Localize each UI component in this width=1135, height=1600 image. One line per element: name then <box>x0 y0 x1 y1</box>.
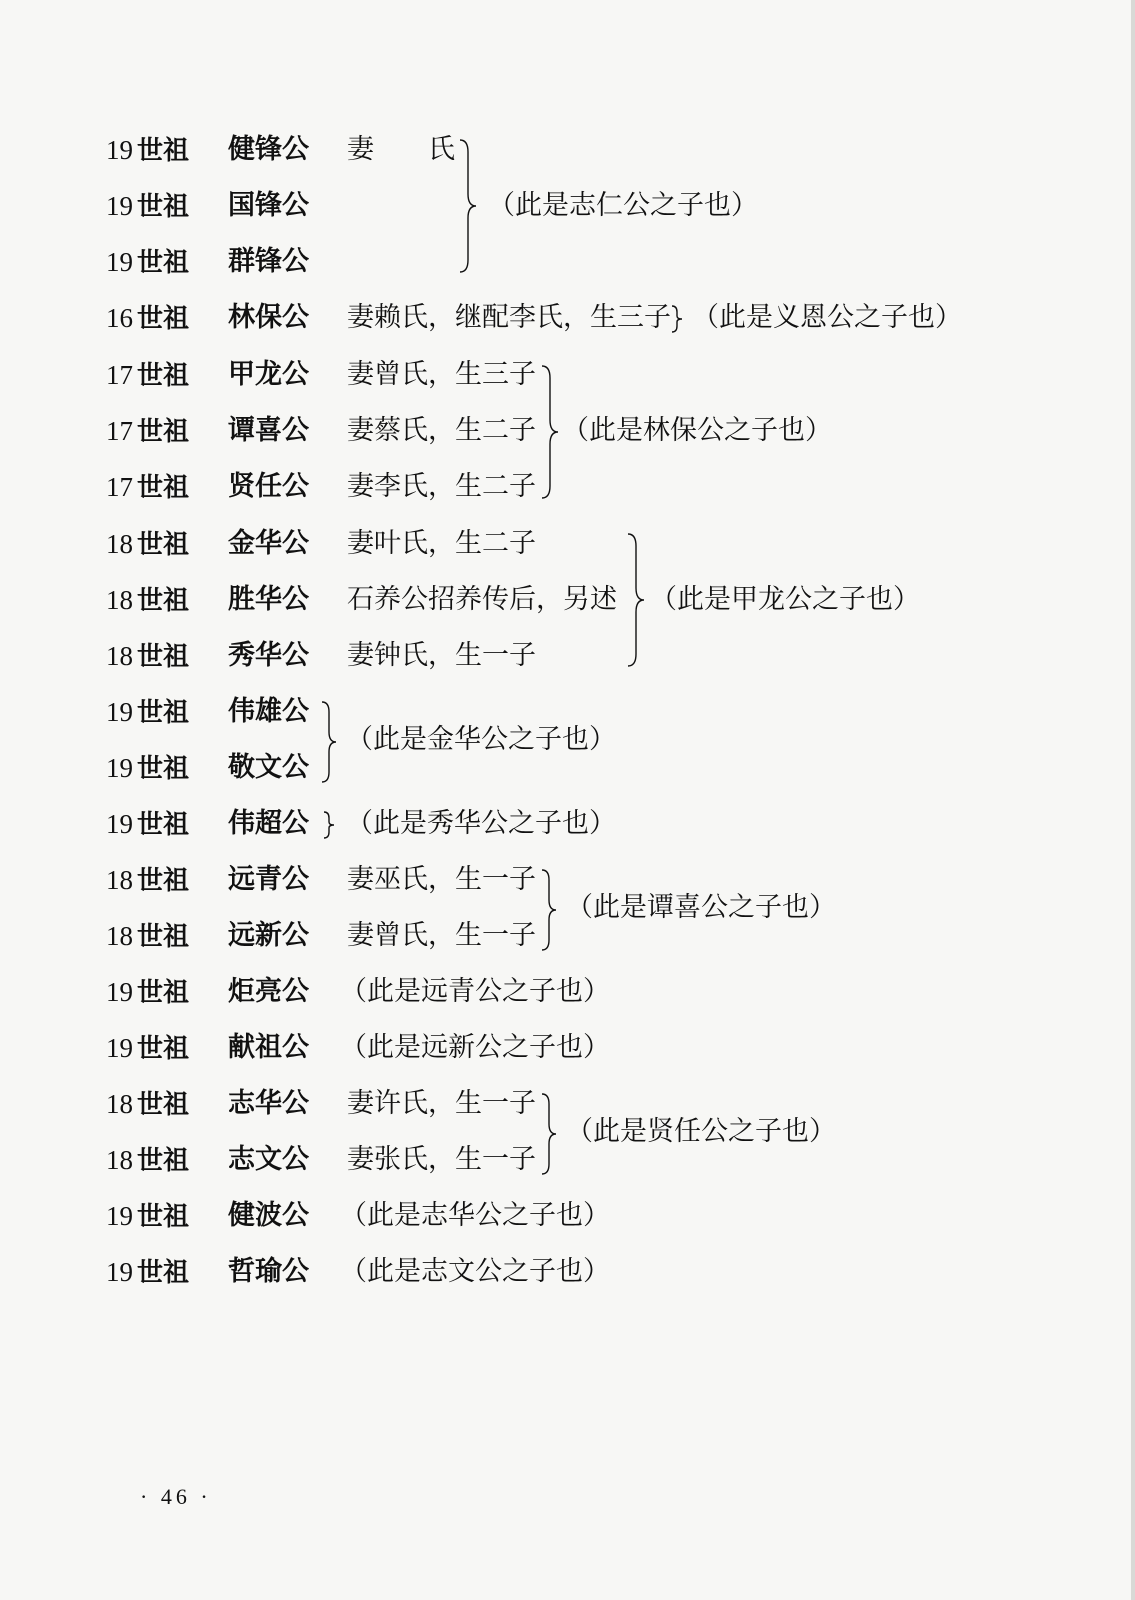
ancestor-detail: 妻 氏 <box>347 134 455 165</box>
generation-label: 19 世祖 <box>106 753 190 784</box>
ancestor-name: 志华公 <box>228 1088 309 1119</box>
ancestor-name: 远新公 <box>228 920 309 951</box>
generation-label: 17 世祖 <box>106 472 190 503</box>
generation-label: 19 世祖 <box>106 247 190 278</box>
ancestor-name: 哲瑜公 <box>228 1256 309 1287</box>
ancestor-name: 伟雄公 <box>228 696 309 727</box>
parent-note: （此是林保公之子也） <box>562 415 832 446</box>
generation-label: 18 世祖 <box>106 1089 190 1120</box>
parent-note: （此是志华公之子也） <box>340 1200 610 1231</box>
group-brace <box>626 532 650 668</box>
ancestor-name: 炬亮公 <box>228 976 309 1007</box>
ancestor-detail: 妻巫氏，生一子 <box>347 864 536 895</box>
ancestor-name: 胜华公 <box>228 584 309 615</box>
page-number: · 46 · <box>140 1484 212 1509</box>
ancestor-name: 敬文公 <box>228 752 309 783</box>
generation-label: 19 世祖 <box>106 977 190 1008</box>
ancestor-detail: 妻蔡氏，生二子 <box>347 415 536 446</box>
group-brace <box>540 364 564 500</box>
generation-label: 19 世祖 <box>106 697 190 728</box>
parent-note: （此是志文公之子也） <box>340 1256 610 1287</box>
ancestor-detail: 妻赖氏，继配李氏，生三子 <box>347 302 671 333</box>
ancestor-detail: 妻张氏，生一子 <box>347 1144 536 1175</box>
generation-label: 18 世祖 <box>106 529 190 560</box>
ancestor-name: 甲龙公 <box>228 359 309 390</box>
group-brace <box>670 304 686 334</box>
parent-note: （此是秀华公之子也） <box>346 808 616 839</box>
ancestor-name: 献祖公 <box>228 1032 309 1063</box>
generation-label: 18 世祖 <box>106 921 190 952</box>
generation-label: 19 世祖 <box>106 1201 190 1232</box>
generation-label: 19 世祖 <box>106 135 190 166</box>
generation-label: 19 世祖 <box>106 191 190 222</box>
ancestor-name: 金华公 <box>228 528 309 559</box>
generation-label: 19 世祖 <box>106 809 190 840</box>
generation-label: 17 世祖 <box>106 360 190 391</box>
generation-label: 17 世祖 <box>106 416 190 447</box>
generation-label: 18 世祖 <box>106 1145 190 1176</box>
ancestor-name: 贤任公 <box>228 471 309 502</box>
ancestor-detail: 妻叶氏，生二子 <box>347 528 536 559</box>
parent-note: （此是贤任公之子也） <box>566 1116 836 1147</box>
ancestor-name: 健锋公 <box>228 134 309 165</box>
generation-label: 19 世祖 <box>106 1033 190 1064</box>
ancestor-detail: 妻李氏，生二子 <box>347 471 536 502</box>
ancestor-name: 远青公 <box>228 864 309 895</box>
group-brace <box>540 1092 562 1176</box>
ancestor-name: 林保公 <box>228 302 309 333</box>
group-brace <box>320 700 342 784</box>
generation-label: 19 世祖 <box>106 1257 190 1288</box>
parent-note: （此是谭喜公之子也） <box>566 892 836 923</box>
ancestor-name: 群锋公 <box>228 246 309 277</box>
parent-note: （此是远新公之子也） <box>340 1032 610 1063</box>
ancestor-name: 谭喜公 <box>228 415 309 446</box>
group-brace <box>322 810 338 840</box>
generation-label: 16 世祖 <box>106 303 190 334</box>
generation-label: 18 世祖 <box>106 641 190 672</box>
page-edge <box>1131 0 1135 1600</box>
ancestor-detail: 妻许氏，生一子 <box>347 1088 536 1119</box>
group-brace <box>540 868 562 952</box>
parent-note: （此是远青公之子也） <box>340 976 610 1007</box>
ancestor-name: 秀华公 <box>228 640 309 671</box>
parent-note: （此是义恩公之子也） <box>692 302 962 333</box>
ancestor-name: 伟超公 <box>228 808 309 839</box>
ancestor-detail: 石养公招养传后，另述 <box>347 584 617 615</box>
ancestor-detail: 妻曾氏，生三子 <box>347 359 536 390</box>
ancestor-detail: 妻曾氏，生一子 <box>347 920 536 951</box>
ancestor-name: 国锋公 <box>228 190 309 221</box>
ancestor-name: 健波公 <box>228 1200 309 1231</box>
parent-note: （此是甲龙公之子也） <box>650 584 920 615</box>
generation-label: 18 世祖 <box>106 865 190 896</box>
ancestor-name: 志文公 <box>228 1144 309 1175</box>
generation-label: 18 世祖 <box>106 585 190 616</box>
group-brace <box>458 138 482 274</box>
ancestor-detail: 妻钟氏，生一子 <box>347 640 536 671</box>
parent-note: （此是金华公之子也） <box>346 724 616 755</box>
parent-note: （此是志仁公之子也） <box>488 190 758 221</box>
